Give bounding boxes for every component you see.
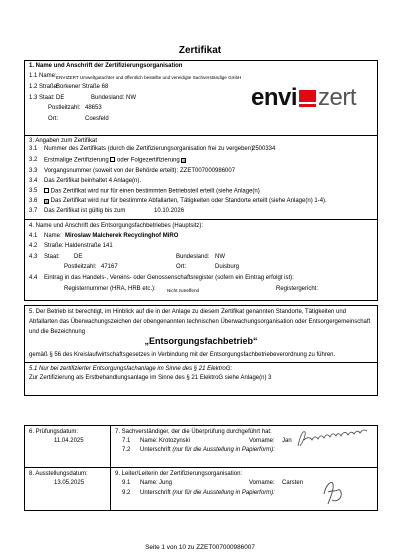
row-7-2-number: 7.2 — [122, 447, 131, 453]
auditor-firstname-value: Jan — [282, 438, 292, 444]
register-entry-label: Eintrag in das Handels-, Vereins- oder Genossenschaftsregister (sofern ein Eintrag erfolgt ist): — [44, 275, 294, 281]
legal-basis-text: gemäß § 56 des Kreislaufwirtschaftsgesetzes in Verbindung mit der Entsorgungsfachbetriebeverordnung zu führen. — [29, 352, 336, 358]
page-title: Zertifikat — [178, 45, 222, 56]
company-country-label: Staat: — [44, 254, 60, 260]
auditor-name-value: Krotozynski — [159, 438, 191, 444]
head-name-value: Jung — [159, 480, 173, 486]
company-city-value: Duisburg — [215, 264, 240, 270]
row-3-7-number: 3.7 — [29, 208, 38, 214]
head-firstname-value: Carsten — [282, 480, 304, 486]
company-zip-label: Postleitzahl: — [64, 264, 97, 270]
org-zip-value: 48653 — [85, 105, 102, 111]
section-4-heading: 4. Name und Anschrift des Entsorgungsfachbetriebes (Hauptsitz): — [29, 223, 204, 229]
register-court-label: Registergericht: — [276, 286, 319, 292]
divider — [110, 467, 111, 511]
org-name-value: ENVIZERT Umweltgutachter und öffentlich bestellte und vereidigte Sachverständige GmbH — [56, 74, 242, 80]
company-street-label: Straße: — [44, 243, 64, 249]
org-country-value: DE — [56, 95, 65, 101]
issue-date-value: 13.05.2025 — [54, 480, 85, 486]
org-zip-label: Postleitzahl: — [48, 105, 81, 111]
org-name-label: 1.1 Name: — [29, 73, 57, 79]
entsorgungsfachbetrieb-title: „Entsorgungsfachbetrieb“ — [144, 336, 258, 346]
row-3-3-number: 3.3 — [29, 168, 38, 174]
company-city-label: Ort: — [176, 264, 186, 270]
audit-date-value: 11.04.2025 — [54, 438, 84, 444]
auditor-signature — [294, 426, 374, 452]
row-3-5-number: 3.5 — [29, 188, 38, 194]
valid-until-label: Das Zertifikat ist gültig bis zum — [44, 208, 126, 214]
process-number-label: Vorgangsnummer (soweit von der Behörde erteilt): — [44, 168, 179, 174]
valid-until-value: 10.10.2026 — [154, 208, 185, 214]
logo-envi-text: envi — [251, 84, 298, 111]
org-country-label: 1.3 Staat: — [29, 95, 55, 101]
auditor-firstname-label: Vorname: — [249, 438, 275, 444]
head-signature — [318, 478, 348, 506]
row-7-1-number: 7.1 — [122, 438, 131, 444]
issue-date-label: 8. Ausstellungsdatum: — [29, 471, 88, 477]
register-number-value: Nicht zutreffend — [167, 287, 200, 293]
org-state-value: NW — [126, 95, 136, 101]
logo-zert-text: zert — [318, 84, 357, 111]
follow-up-certification-checkbox[interactable]: ☒ — [182, 158, 186, 163]
page-footer: Seite 1 von 10 zu ZZET007000986007 — [145, 544, 255, 551]
company-zip-value: 47167 — [101, 264, 118, 270]
row-4-2-number: 4.2 — [29, 243, 38, 249]
row-4-4-number: 4.4 — [29, 275, 38, 281]
register-number-label: Registernummer (HRA, HRB etc.): — [64, 286, 156, 292]
company-name-label: Name: — [44, 233, 62, 239]
org-state-label: Bundesland: — [91, 95, 125, 101]
specific-waste-text: Das Zertifikat wird nur für bestimmte Abfallarten, Tätigkeiten oder Standorte erteilt (siehe Anlage(n) 1-4). — [50, 198, 327, 204]
head-firstname-label: Vorname: — [249, 480, 275, 486]
org-street-value: Borkener Straße 68 — [56, 84, 109, 90]
row-3-6-number: 3.6 — [29, 198, 38, 204]
logo-red-square-icon — [299, 90, 316, 107]
auditor-name-label: Name: — [140, 438, 158, 444]
row-4-3-number: 4.3 — [29, 254, 38, 260]
envizert-logo — [251, 84, 357, 111]
section-7-heading: 7. Sachverständiger, der die Überprüfung durchgeführt hat: — [115, 429, 272, 435]
section-1-heading: 1. Name und Anschrift der Zertifizierungsorganisation — [29, 63, 183, 69]
authorization-text-line-2: Abfallarten das Überwachungszeichen der obengenannten technischen Überwachungsorganisation oder Entsorgergemeinschaft — [29, 319, 371, 325]
company-state-value: NW — [215, 254, 225, 260]
follow-up-certification-label: oder Folgezertifizierung — [117, 157, 180, 164]
initial-certification-label: Erstmalige Zertifizierung — [44, 157, 109, 164]
signature-label-text: Unterschrift — [140, 490, 171, 496]
head-signature-label — [140, 490, 275, 497]
certification-type — [44, 157, 186, 165]
initial-certification-checkbox[interactable] — [110, 157, 115, 162]
row-3-2-number: 3.2 — [29, 157, 38, 163]
company-street-value: Haldenstraße 141 — [65, 243, 113, 249]
row-9-2-number: 9.2 — [122, 490, 131, 496]
signature-label-text: Unterschrift — [140, 447, 171, 453]
signature-label-note: (nur für die Ausstellung in Papierform): — [172, 447, 275, 453]
attachments-count: Das Zertifikat beinhaltet 4 Anlage(n). — [44, 178, 142, 184]
specific-waste-checkbox[interactable]: ☒ — [45, 198, 49, 204]
elektrog-text: Zur Zertifizierung als Erstbehandlungsanlage im Sinne des § 21 ElektroG siehe Anlage(n) 3 — [29, 375, 272, 381]
signature-label-note: (nur für die Ausstellung in Papierform): — [172, 490, 275, 496]
row-3-5 — [44, 188, 260, 196]
row-4-1-number: 4.1 — [29, 233, 38, 239]
certificate-number-value: 2500334 — [252, 146, 276, 152]
head-name-label: Name: — [140, 480, 158, 486]
auditor-signature-label — [140, 447, 275, 454]
org-street-label: 1.2 Straße: — [29, 84, 59, 90]
authorization-text-line-3: und die Bezeichnung — [29, 329, 86, 335]
org-city-value: Coesfeld — [85, 116, 109, 122]
row-3-4-number: 3.4 — [29, 178, 38, 184]
row-3-6 — [44, 198, 327, 205]
company-name-value: Miroslaw Malcherek Recyclinghof MiRO — [65, 233, 179, 239]
certificate-number-label: Nummer des Zertifikats (durch die Zertifizierungsorganisation frei zu vergeben): — [44, 146, 255, 152]
org-city-label: Ort: — [48, 116, 58, 122]
company-country-value: DE — [74, 254, 83, 260]
operating-unit-checkbox[interactable] — [44, 188, 49, 193]
authorization-text-line-1: 5. Der Betrieb ist berechtigt, im Hinblick auf die in der Anlage zu diesem Zertifikat genannten Standorte, Tätigkeiten und — [29, 309, 347, 315]
company-state-label: Bundesland: — [176, 254, 210, 260]
row-3-1-number: 3.1 — [29, 146, 38, 152]
section-3-heading: 3. Angaben zum Zertifikat — [29, 138, 98, 144]
section-5-1-heading: 5.1 Nur bei zertifizierter Entsorgungsfachanlage im Sinne des § 21 ElektroG: — [29, 366, 233, 372]
process-number-value: ZZET007000986007 — [180, 168, 236, 174]
divider — [110, 425, 111, 468]
audit-date-label: 6. Prüfungsdatum: — [29, 429, 79, 435]
row-9-1-number: 9.1 — [122, 480, 131, 486]
section-9-heading: 9. Leiter/Leiterin der Zertifizierungsorganisation: — [115, 471, 243, 477]
operating-unit-text: Das Zertifikat wird nur für einen bestimmten Betriebsteil erteilt (siehe Anlage(n) — [50, 188, 260, 195]
